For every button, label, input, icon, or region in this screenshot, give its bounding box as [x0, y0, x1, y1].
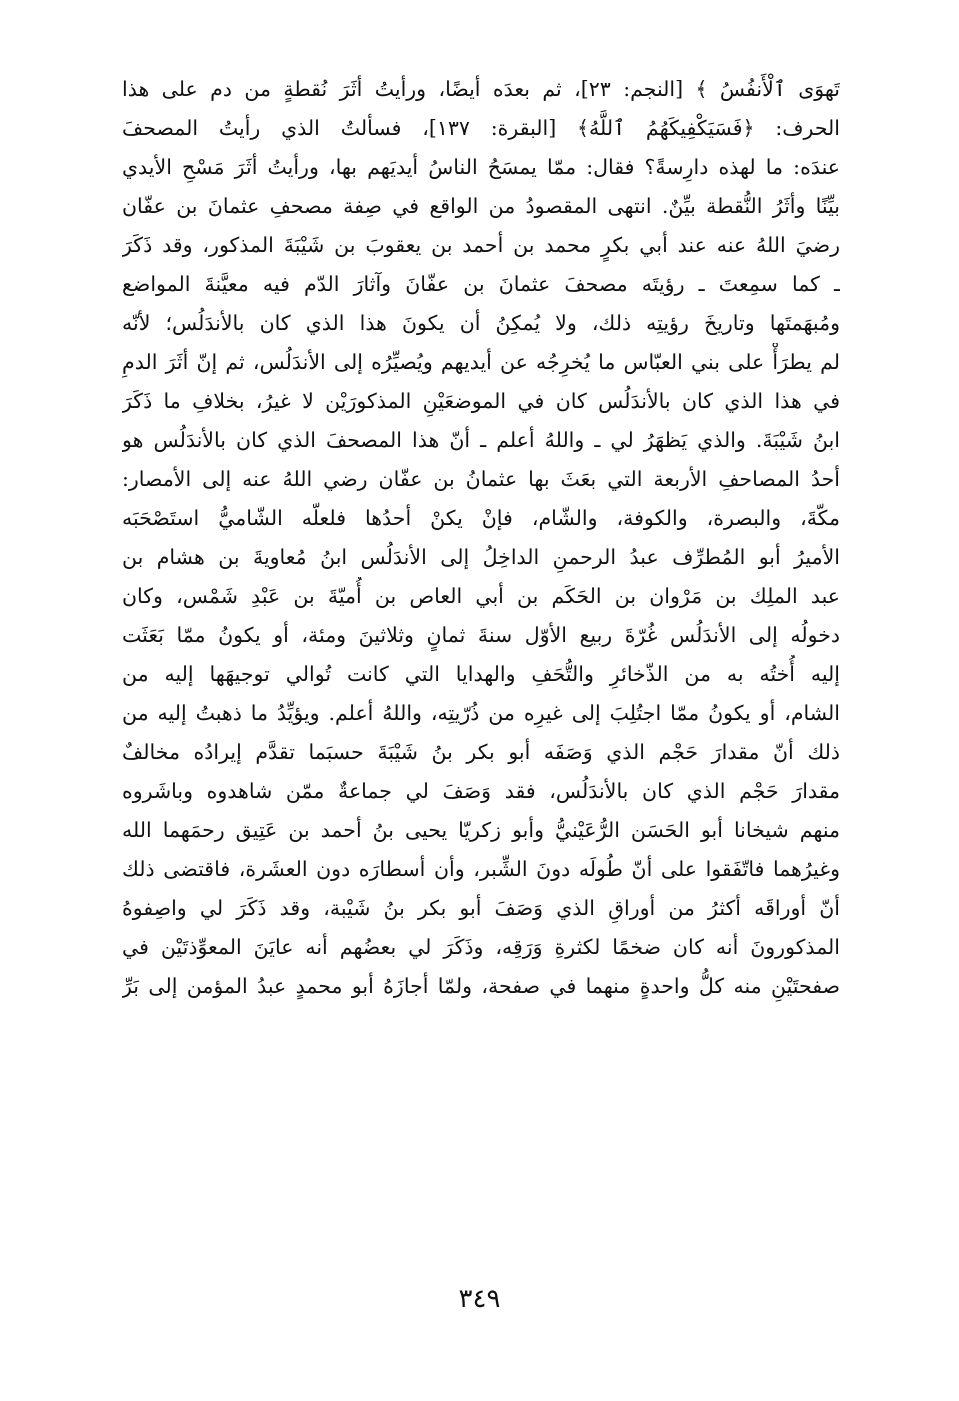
text-line: ذلك أنّ مقدارَ حَجْم الذي وَصَفَه أبو بكر بنُ شَيْبَةَ حسبَما تقدَّم إيرادُه مخالفٌ [122, 740, 840, 764]
text-line: مقدارَ حَجْم الذي كان بالأندَلُس، فقد وَصَفَ لي جماعةٌ ممّن شاهدوه وباشَروه [122, 779, 840, 803]
text-line: دخولُه إلى الأندَلُس غُرّةَ ربيع الأوّل سنةَ ثمانٍ وثلاثينَ ومئة، أو يكونُ ممّا بَعَثَت [122, 623, 840, 647]
text-line: وغيرُهما فاتّفَقوا على أنّ طُولَه دونَ الشِّبر، وأن أسطارَه دون العشَرة، فاقتضى ذلك [122, 857, 840, 881]
text-line: تَهوَى ٱلْأَنفُسُ ﴾ [النجم: ٢٣]، ثم بعدَه أيضًا، ورأيتُ أثَرَ نُقطةٍ من دم على هذا [122, 77, 840, 101]
text-line: إليه أُختُه به من الذّخائرِ والتُّحَفِ والهدايا التي كانت تُوالي توجيهَها إليه من [122, 662, 840, 686]
text-line: ومُبهَمتَها وتاريخَ رؤيتِه ذلك، ولا يُمكِنُ أن يكونَ هذا الذي كان بالأندَلُس؛ لأنّه [122, 311, 840, 335]
text-line: رضيَ اللهُ عنه عند أبي بكرٍ محمد بن أحمد بن يعقوبَ بن شَيْبَةَ المذكور، وقد ذَكَرَ [122, 233, 840, 257]
text-line: مكّةَ، والبصرة، والكوفة، والشّام، فإنْ يكنْ أحدُها فلعلّه الشّاميُّ استَصْحَبَه [122, 506, 840, 530]
text-line: الشام، أو يكونُ ممّا اجتُلِبَ إلى غيرِه من ذُرّيتِه، واللهُ أعلم. ويؤيِّدُ ما ذهبتُ إليه من [122, 701, 840, 725]
page-number: ٣٤٩ [458, 1284, 501, 1314]
text-line: أنّ أوراقَه أكثرُ من أوراقِ الذي وَصَفَ أبو بكر بنُ شَيْبة، وقد ذَكَرَ لي واصِفوهُ [122, 896, 840, 920]
text-line: لم يطرَأْ على بني العبّاس ما يُخرِجُه عن أيديهم ويُصيِّرُه إلى الأندَلُس، ثم إنّ أثَرَ الدمِ [122, 350, 840, 374]
text-line: ابنُ شَيْبَةَ. والذي يَظهَرُ لي ـ واللهُ أعلم ـ أنّ هذا المصحفَ الذي كان بالأندَلُس هو [122, 428, 840, 452]
text-line: أحدُ المصاحفِ الأربعة التي بعَثَ بها عثمانُ بن عفّان رضي اللهُ عنه إلى الأمصار: [122, 467, 840, 491]
text-line: بيِّنًا وأثَرُ النُّقطة بيِّنٌ. انتهى المقصودُ من الواقع في صِفة مصحفِ عثمانَ بن عفّان [122, 194, 840, 218]
text-line: منهم شيخانا أبو الحَسَن الرُّعَيْنيُّ وأبو زكريّا يحيى بنُ أحمد بن عَتِيق رحمَهما الله [122, 818, 840, 842]
text-line: الحرف: ﴿فَسَيَكْفِيكَهُمُ ٱللَّهُ﴾ [البقرة: ١٣٧]، فسألتُ الذي رأيتُ المصحفَ [122, 116, 840, 140]
text-line: المذكورونَ أنه كان ضخمًا لكثرةِ وَرَقِه، وذَكَرَ لي بعضُهم أنه عايَنَ المعوِّذتَيْن في [122, 935, 840, 959]
text-line: عندَه: ما لهذه دارِسةً؟ فقال: ممّا يمسَحُ الناسُ أيديَهم بها، ورأيتُ أثَرَ مَسْحِ الأيدي [122, 155, 840, 179]
text-line: صفحتَيْنِ منه كلُّ واحدةٍ منهما في صفحة، ولمّا أجازَهُ أبو محمدٍ عبدُ المؤمن إلى بَرِّ [122, 974, 840, 998]
text-line: الأميرُ أبو المُطرِّف عبدُ الرحمنِ الداخِلُ إلى الأندَلُس ابنُ مُعاويةَ بن هشام بن [122, 545, 840, 569]
text-line: عبد الملِك بن مَرْوان بن الحَكَم بن أبي العاص بن أُميّةَ بن عَبْدِ شَمْس، وكان [122, 584, 840, 608]
body-text [122, 70, 840, 1006]
text-line: ـ كما سمِعتَ ـ رؤيتَه مصحفَ عثمانَ بن عفّانَ وآثارَ الدّم فيه معيَّنةَ المواضع [122, 272, 840, 296]
text-line: في هذا الذي كان بالأندَلُس كان في الموضعَيْنِ المذكورَيْن لا غيرُ، بخلافِ ما ذَكَرَ [122, 389, 840, 413]
